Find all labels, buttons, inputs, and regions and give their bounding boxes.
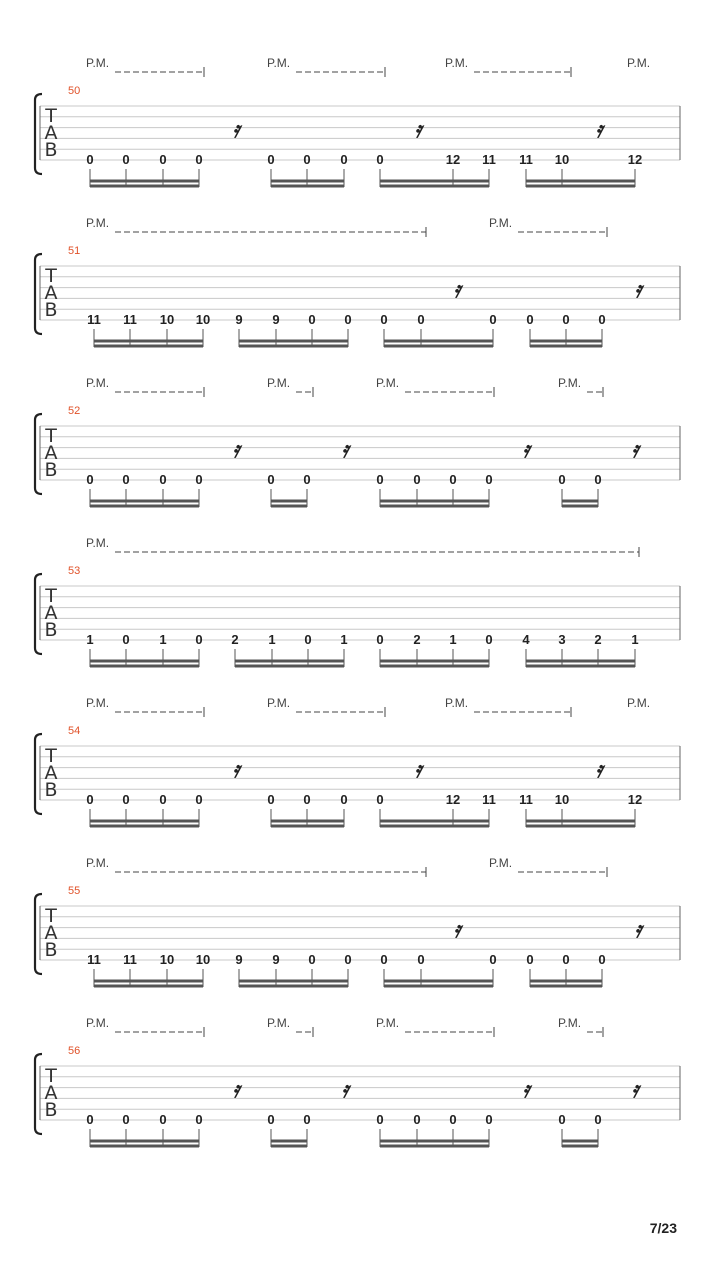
fret-number: 0 (449, 472, 457, 487)
fret-number: 0 (159, 792, 167, 807)
fret-number: 11 (123, 312, 137, 327)
palm-mute-label: P.M. (376, 1016, 400, 1030)
sixteenth-rest: 𝄿 (232, 117, 240, 143)
fret-number: 0 (594, 1112, 602, 1127)
fret-number: 0 (267, 472, 275, 487)
fret-number: 0 (344, 952, 352, 967)
fret-number: 0 (526, 312, 534, 327)
fret-number: 11 (87, 952, 101, 967)
fret-number: 11 (519, 152, 533, 167)
fret-number: 0 (344, 312, 352, 327)
fret-number: 0 (303, 152, 311, 167)
fret-number: 10 (195, 312, 211, 327)
measure-number: 53 (68, 565, 81, 577)
fret-number: 4 (522, 632, 530, 647)
fret-number: 1 (159, 632, 167, 647)
tab-clef-letter: A (44, 1082, 58, 1104)
fret-number: 0 (122, 152, 130, 167)
sixteenth-rest: 𝄿 (414, 757, 422, 783)
tab-clef-letter: B (44, 299, 58, 321)
fret-number: 1 (449, 632, 457, 647)
fret-number: 0 (489, 312, 497, 327)
sixteenth-rest: 𝄿 (232, 437, 240, 463)
fret-number: 0 (195, 1112, 203, 1127)
tab-clef-letter: B (44, 779, 58, 801)
fret-number: 9 (272, 952, 280, 967)
sixteenth-rest: 𝄿 (522, 437, 530, 463)
fret-number: 0 (303, 1112, 311, 1127)
tab-clef-letter: A (44, 922, 58, 944)
fret-number: 0 (122, 472, 130, 487)
fret-number: 9 (235, 312, 243, 327)
fret-number: 0 (86, 792, 94, 807)
fret-number: 0 (122, 792, 130, 807)
fret-number: 0 (558, 472, 566, 487)
palm-mute-label: P.M. (86, 536, 110, 550)
fret-number: 0 (598, 312, 606, 327)
fret-number: 11 (87, 312, 101, 327)
fret-number: 12 (627, 152, 643, 167)
fret-number: 0 (562, 312, 570, 327)
fret-number: 0 (558, 1112, 566, 1127)
system-56 (35, 1016, 680, 1147)
fret-number: 11 (123, 952, 137, 967)
tab-clef-letter: B (44, 139, 58, 161)
sixteenth-rest: 𝄿 (631, 1077, 639, 1103)
fret-number: 1 (268, 632, 276, 647)
palm-mute-label: P.M. (86, 1016, 110, 1030)
fret-number: 0 (195, 632, 203, 647)
fret-number: 0 (485, 1112, 493, 1127)
fret-number: 9 (272, 312, 280, 327)
fret-number: 0 (340, 152, 348, 167)
system-54 (35, 696, 680, 827)
fret-number: 12 (627, 792, 643, 807)
fret-number: 11 (519, 792, 533, 807)
system-50 (35, 56, 680, 187)
sixteenth-rest: 𝄿 (341, 1077, 349, 1103)
fret-number: 1 (86, 632, 94, 647)
tab-clef-letter: T (45, 265, 57, 287)
fret-number: 0 (562, 952, 570, 967)
sixteenth-rest: 𝄿 (522, 1077, 530, 1103)
sixteenth-rest: 𝄿 (595, 117, 603, 143)
fret-number: 10 (554, 152, 570, 167)
palm-mute-label: P.M. (267, 696, 291, 710)
fret-number: 12 (445, 152, 461, 167)
fret-number: 0 (413, 472, 421, 487)
fret-number: 3 (558, 632, 566, 647)
fret-number: 1 (631, 632, 639, 647)
fret-number: 0 (267, 1112, 275, 1127)
fret-number: 0 (380, 312, 388, 327)
palm-mute-label: P.M. (627, 56, 651, 70)
fret-number: 0 (485, 632, 493, 647)
fret-number: 0 (122, 632, 130, 647)
system-52 (35, 376, 680, 507)
fret-number: 10 (554, 792, 570, 807)
measure-number: 54 (68, 725, 81, 737)
fret-number: 12 (445, 792, 461, 807)
fret-number: 0 (380, 952, 388, 967)
fret-number: 0 (594, 472, 602, 487)
fret-number: 0 (376, 472, 384, 487)
fret-number: 0 (159, 472, 167, 487)
system-51 (35, 216, 680, 347)
fret-number: 11 (482, 792, 496, 807)
measure-number: 52 (68, 405, 81, 417)
sixteenth-rest: 𝄿 (453, 917, 461, 943)
fret-number: 0 (86, 152, 94, 167)
fret-number: 0 (86, 1112, 94, 1127)
fret-number: 0 (304, 632, 312, 647)
tab-clef-letter: B (44, 939, 58, 961)
palm-mute-label: P.M. (489, 856, 513, 870)
fret-number: 0 (195, 792, 203, 807)
sixteenth-rest: 𝄿 (414, 117, 422, 143)
sixteenth-rest: 𝄿 (341, 437, 349, 463)
system-55 (35, 856, 680, 987)
fret-number: 10 (195, 952, 211, 967)
system-53 (35, 536, 680, 667)
sixteenth-rest: 𝄿 (631, 437, 639, 463)
fret-number: 0 (485, 472, 493, 487)
fret-number: 0 (376, 1112, 384, 1127)
fret-number: 0 (303, 472, 311, 487)
palm-mute-label: P.M. (267, 376, 291, 390)
palm-mute-label: P.M. (489, 216, 513, 230)
fret-number: 0 (159, 1112, 167, 1127)
sixteenth-rest: 𝄿 (232, 757, 240, 783)
fret-number: 0 (417, 312, 425, 327)
fret-number: 11 (482, 152, 496, 167)
fret-number: 0 (526, 952, 534, 967)
fret-number: 10 (159, 952, 175, 967)
tab-clef-letter: T (45, 585, 57, 607)
fret-number: 0 (122, 1112, 130, 1127)
page-number: 7/23 (649, 1220, 677, 1236)
tab-clef-letter: B (44, 459, 58, 481)
tab-clef-letter: T (45, 1065, 57, 1087)
palm-mute-label: P.M. (267, 56, 291, 70)
palm-mute-label: P.M. (86, 856, 110, 870)
palm-mute-label: P.M. (445, 696, 469, 710)
tab-clef-letter: B (44, 1099, 58, 1121)
tab-clef-letter: T (45, 745, 57, 767)
tab-clef-letter: T (45, 105, 57, 127)
tab-clef-letter: T (45, 905, 57, 927)
fret-number: 0 (449, 1112, 457, 1127)
fret-number: 0 (86, 472, 94, 487)
palm-mute-label: P.M. (445, 56, 469, 70)
measure-number: 51 (68, 245, 81, 257)
palm-mute-label: P.M. (86, 376, 110, 390)
fret-number: 0 (267, 152, 275, 167)
fret-number: 1 (340, 632, 348, 647)
fret-number: 0 (267, 792, 275, 807)
tab-clef-letter: B (44, 619, 58, 641)
fret-number: 0 (159, 152, 167, 167)
palm-mute-label: P.M. (558, 1016, 582, 1030)
fret-number: 0 (195, 472, 203, 487)
fret-number: 2 (231, 632, 239, 647)
fret-number: 0 (340, 792, 348, 807)
tab-clef-letter: T (45, 425, 57, 447)
fret-number: 0 (376, 152, 384, 167)
fret-number: 0 (376, 632, 384, 647)
measure-number: 56 (68, 1045, 81, 1057)
palm-mute-label: P.M. (86, 216, 110, 230)
palm-mute-label: P.M. (627, 696, 651, 710)
palm-mute-label: P.M. (376, 376, 400, 390)
fret-number: 0 (489, 952, 497, 967)
fret-number: 0 (417, 952, 425, 967)
sixteenth-rest: 𝄿 (232, 1077, 240, 1103)
tab-clef-letter: A (44, 122, 58, 144)
fret-number: 0 (303, 792, 311, 807)
palm-mute-label: P.M. (267, 1016, 291, 1030)
tab-clef-letter: A (44, 602, 58, 624)
fret-number: 10 (159, 312, 175, 327)
tab-clef-letter: A (44, 762, 58, 784)
fret-number: 0 (308, 952, 316, 967)
palm-mute-label: P.M. (558, 376, 582, 390)
sixteenth-rest: 𝄿 (634, 277, 642, 303)
palm-mute-label: P.M. (86, 696, 110, 710)
palm-mute-label: P.M. (86, 56, 110, 70)
sixteenth-rest: 𝄿 (453, 277, 461, 303)
fret-number: 2 (594, 632, 602, 647)
fret-number: 0 (376, 792, 384, 807)
fret-number: 0 (598, 952, 606, 967)
tab-clef-letter: A (44, 442, 58, 464)
fret-number: 2 (413, 632, 421, 647)
sixteenth-rest: 𝄿 (595, 757, 603, 783)
fret-number: 0 (308, 312, 316, 327)
fret-number: 9 (235, 952, 243, 967)
fret-number: 0 (413, 1112, 421, 1127)
measure-number: 50 (68, 85, 81, 97)
sixteenth-rest: 𝄿 (634, 917, 642, 943)
measure-number: 55 (68, 885, 81, 897)
fret-number: 0 (195, 152, 203, 167)
tab-clef-letter: A (44, 282, 58, 304)
